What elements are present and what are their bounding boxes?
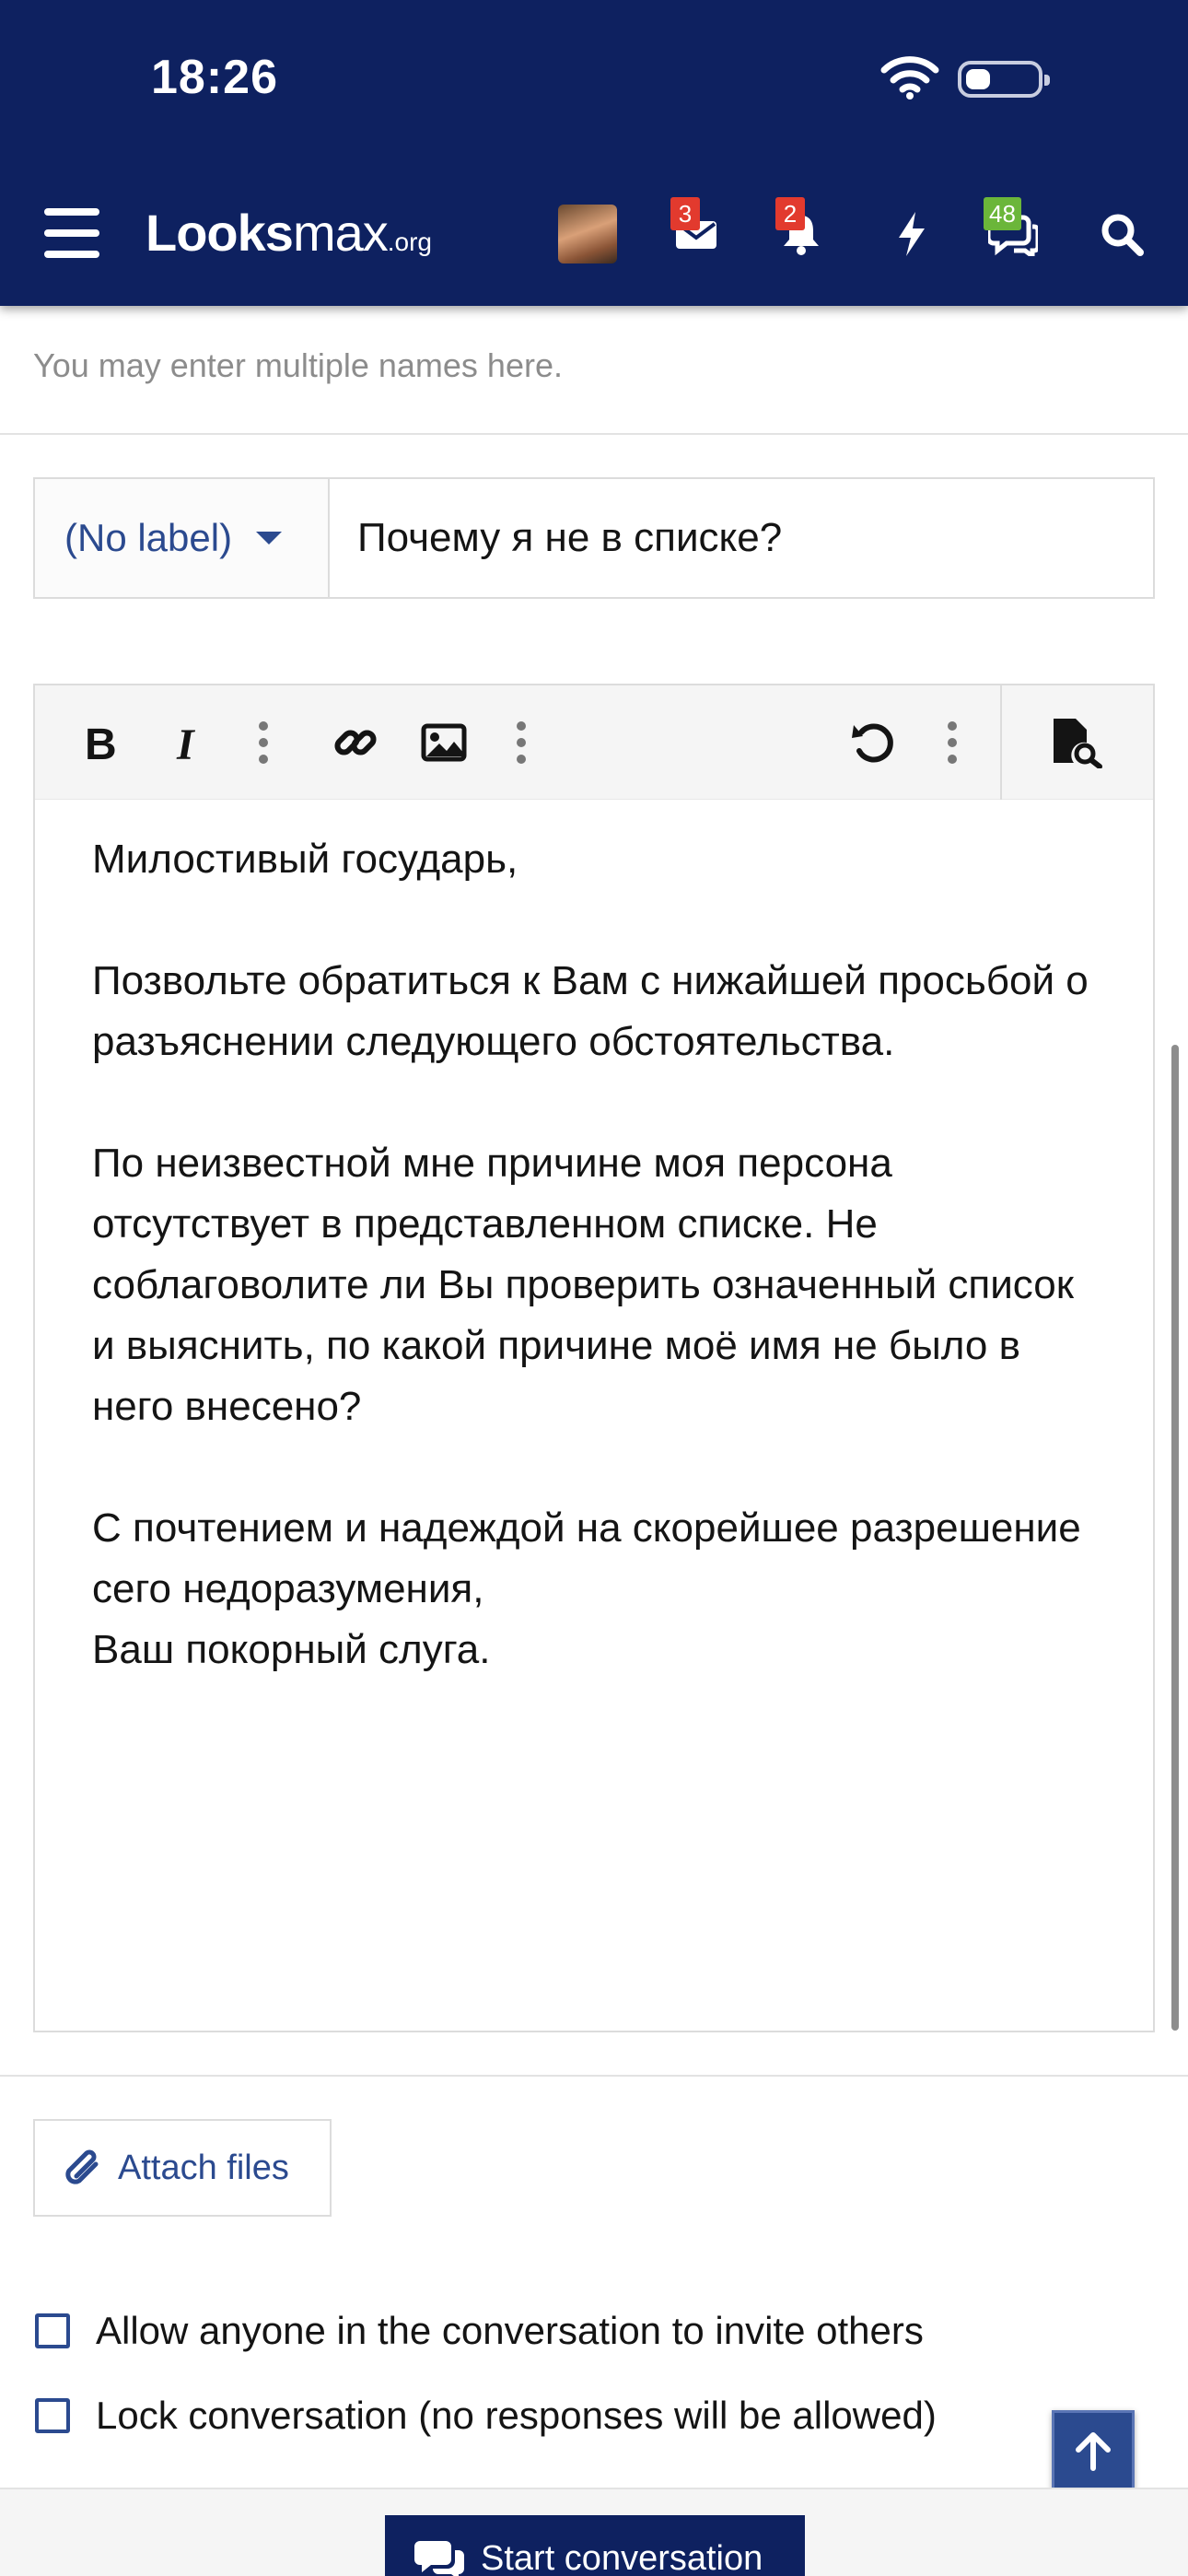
start-conversation-button[interactable]	[385, 2515, 805, 2576]
divider	[0, 2075, 1188, 2077]
title-row	[33, 477, 1155, 599]
alerts-button[interactable]	[772, 200, 831, 263]
top-navigation-bar	[0, 0, 1188, 306]
editor-paragraph: По неизвестной мне причине моя персона отсутствует в представленном списке. Не соблаговолите ли Вы проверить означенный список и выяснить, по какой причине моё имя не было в него внесено?	[92, 1141, 1075, 1429]
allow-invite-label: Allow anyone in the conversation to invite others	[96, 2309, 924, 2352]
preview-icon	[1050, 717, 1105, 768]
paperclip-icon	[63, 2146, 103, 2190]
italic-button[interactable]	[157, 711, 219, 774]
more-text-options-button[interactable]	[232, 711, 295, 774]
image-button[interactable]	[413, 711, 475, 774]
lock-conversation-option[interactable]	[35, 2394, 937, 2438]
caret-down-icon	[256, 532, 282, 544]
recipients-hint: You may enter multiple names here.	[33, 346, 563, 384]
bold-icon	[83, 720, 120, 765]
search-icon	[1100, 212, 1144, 256]
wifi-icon	[880, 55, 939, 100]
toolbar-divider	[1000, 685, 1002, 800]
link-icon	[332, 720, 379, 766]
form-footer	[0, 2488, 1188, 2576]
inbox-button[interactable]	[667, 200, 726, 263]
bold-button[interactable]	[70, 711, 133, 774]
user-avatar[interactable]	[558, 205, 617, 263]
editor-toolbar	[35, 685, 1153, 800]
divider	[0, 433, 1188, 435]
more-history-options-button[interactable]	[921, 711, 984, 774]
scroll-to-top-button[interactable]	[1052, 2410, 1135, 2493]
editor-paragraph: Милостивый государь,	[92, 837, 518, 882]
lock-conversation-label: Lock conversation (no responses will be allowed)	[96, 2394, 937, 2437]
start-conversation-label: Start conversation	[481, 2539, 763, 2576]
prefix-select[interactable]	[35, 479, 330, 597]
more-vertical-icon	[258, 720, 269, 765]
comments-icon	[414, 2539, 464, 2576]
editor-content[interactable]	[35, 800, 1153, 1710]
preview-button[interactable]	[1046, 711, 1109, 774]
arrow-up-icon	[1075, 2431, 1112, 2472]
message-editor	[33, 684, 1155, 2032]
italic-icon	[169, 720, 206, 765]
editor-paragraph: Позвольте обратиться к Вам с нижайшей просьбой о разъяснении следующего обстоятельства.	[92, 958, 1089, 1064]
editor-paragraph: С почтением и надеждой на скорейшее разрешение сего недоразумения,	[92, 1505, 1081, 1611]
svg-text:I: I	[177, 720, 194, 765]
search-button[interactable]	[1092, 205, 1151, 263]
new-posts-button[interactable]	[984, 200, 1042, 263]
allow-invite-checkbox[interactable]	[35, 2313, 70, 2348]
status-time: 18:26	[151, 51, 278, 104]
battery-icon	[958, 61, 1042, 98]
bolt-icon	[895, 210, 928, 258]
more-vertical-icon	[947, 720, 958, 765]
prefix-label: (No label)	[64, 516, 233, 559]
svg-text:B: B	[85, 720, 117, 765]
lock-conversation-checkbox[interactable]	[35, 2398, 70, 2433]
title-input[interactable]: Почему я не в списке?	[357, 515, 783, 560]
new-posts-badge: 48	[984, 197, 1021, 230]
undo-icon	[850, 720, 896, 766]
alerts-badge: 2	[775, 197, 805, 230]
menu-icon[interactable]	[44, 208, 99, 258]
whats-new-button[interactable]	[882, 205, 941, 263]
more-vertical-icon	[516, 720, 527, 765]
undo-button[interactable]	[842, 711, 904, 774]
image-icon	[421, 723, 467, 762]
site-logo[interactable]: Looksmax.org	[146, 204, 432, 262]
more-insert-options-button[interactable]	[490, 711, 553, 774]
editor-paragraph: Ваш покорный слуга.	[92, 1627, 491, 1672]
inbox-badge: 3	[670, 197, 700, 230]
link-button[interactable]	[324, 711, 387, 774]
attach-files-label: Attach files	[118, 2148, 289, 2187]
attach-files-button[interactable]	[33, 2119, 332, 2217]
page-scrollbar[interactable]	[1171, 1045, 1179, 2031]
allow-invite-option[interactable]	[35, 2309, 924, 2353]
